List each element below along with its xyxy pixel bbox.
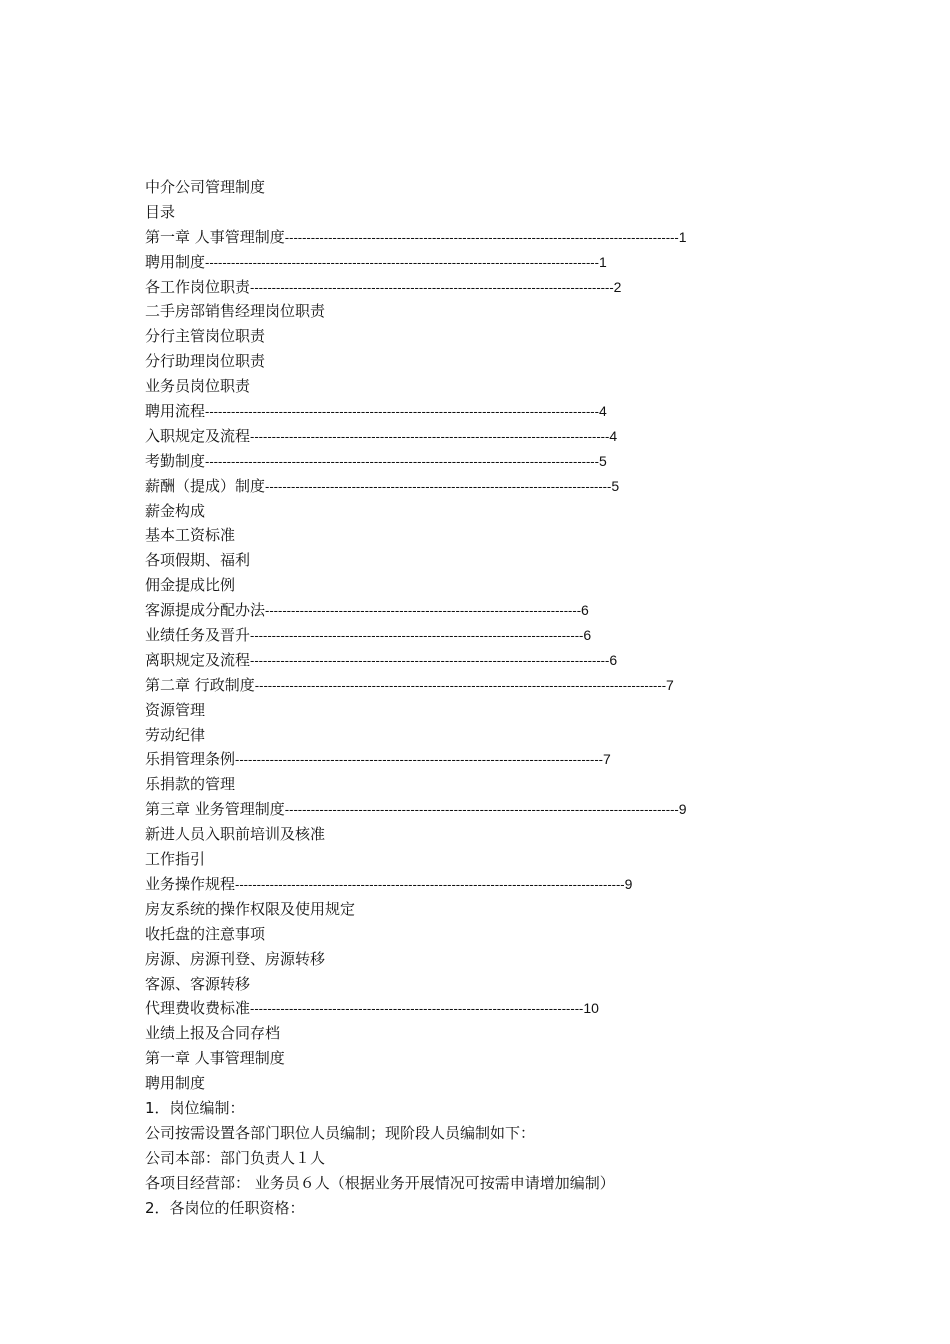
text-line: 1．岗位编制： bbox=[145, 1098, 245, 1117]
toc-entry bbox=[145, 399, 825, 424]
toc-leader: ------------------------------------------------------------------------------------------- bbox=[284, 802, 679, 818]
text-line: 新进人员入职前培训及核准 bbox=[145, 825, 326, 844]
toc-leader: ------------------------------------------------------------------------------------- bbox=[235, 752, 603, 768]
text-line: 工作指引 bbox=[145, 850, 206, 869]
toc-entry-title: 聘用流程 bbox=[145, 402, 206, 421]
toc-leader: ------------------------------------------------------------------------------------ bbox=[250, 279, 614, 295]
toc-entry-title: 代理费收费标准 bbox=[145, 999, 251, 1018]
text-line: 分行助理岗位职责 bbox=[145, 352, 266, 371]
toc-entry bbox=[145, 424, 825, 449]
toc-entry bbox=[145, 673, 825, 698]
toc-entry-title: 第一章 人事管理制度 bbox=[145, 227, 285, 246]
toc-leader: ----------------------------------------------------------------------------------- bbox=[250, 652, 610, 668]
document-body bbox=[145, 175, 825, 1220]
text-line: 佣金提成比例 bbox=[145, 576, 236, 595]
toc-entry bbox=[145, 250, 825, 275]
text-line: 基本工资标准 bbox=[145, 526, 236, 545]
toc-page-number: 1 bbox=[598, 253, 607, 270]
toc-entry bbox=[145, 996, 825, 1021]
toc-page-number: 2 bbox=[613, 278, 622, 295]
text-line: 分行主管岗位职责 bbox=[145, 327, 266, 346]
toc-entry-title: 考勤制度 bbox=[145, 451, 206, 470]
text-line: 业务员岗位职责 bbox=[145, 377, 251, 396]
toc-entry bbox=[145, 275, 825, 300]
toc-entry bbox=[145, 623, 825, 648]
toc-entry bbox=[145, 449, 825, 474]
text-line: 目录 bbox=[145, 202, 176, 221]
toc-page-number: 9 bbox=[678, 801, 687, 818]
toc-entry-title: 各工作岗位职责 bbox=[145, 277, 251, 296]
toc-page-number: 1 bbox=[678, 228, 687, 245]
text-line: 乐捐款的管理 bbox=[145, 775, 236, 794]
toc-page-number: 6 bbox=[581, 602, 589, 619]
text-line: 房友系统的操作权限及使用规定 bbox=[145, 899, 356, 918]
toc-page-number: 6 bbox=[609, 651, 618, 668]
toc-leader: ----------------------------------------------------------------------------------- bbox=[250, 428, 610, 444]
toc-leader: ----------------------------------------------------------------------------- bbox=[250, 1001, 584, 1017]
toc-entry bbox=[145, 797, 825, 822]
text-line: 收托盘的注意事项 bbox=[145, 924, 266, 943]
text-line: 劳动纪律 bbox=[145, 725, 206, 744]
toc-entry-title: 离职规定及流程 bbox=[145, 650, 251, 669]
toc-leader: ------------------------------------------------------------------------------------------- bbox=[205, 404, 599, 420]
text-line: 客源、客源转移 bbox=[145, 974, 251, 993]
toc-leader: -------------------------------------------------------------------------------- bbox=[265, 478, 612, 494]
toc-leader: ------------------------------------------------------------------------------------------ bbox=[235, 876, 625, 892]
toc-page-number: 5 bbox=[611, 477, 620, 494]
toc-entry bbox=[145, 648, 825, 673]
toc-leader: ------------------------------------------------------------------------------------------- bbox=[284, 229, 679, 245]
toc-entry-title: 客源提成分配办法 bbox=[145, 601, 266, 620]
text-line: 薪金构成 bbox=[145, 501, 206, 520]
toc-leader: ----------------------------------------------------------------------------- bbox=[250, 628, 584, 644]
toc-entry-title: 第三章 业务管理制度 bbox=[145, 800, 285, 819]
toc-page-number: 9 bbox=[624, 875, 633, 892]
toc-entry bbox=[145, 747, 825, 772]
toc-page-number: 5 bbox=[598, 452, 607, 469]
text-line: 2．各岗位的任职资格： bbox=[145, 1198, 305, 1217]
toc-page-number: 4 bbox=[598, 403, 607, 420]
toc-page-number: 7 bbox=[666, 676, 674, 693]
toc-entry bbox=[145, 598, 825, 623]
toc-entry bbox=[145, 872, 825, 897]
toc-entry-title: 业绩任务及晋升 bbox=[145, 626, 251, 645]
toc-leader: ------------------------------------------------------------------------------------------- bbox=[205, 453, 599, 469]
text-line: 资源管理 bbox=[145, 700, 206, 719]
text-line: 聘用制度 bbox=[145, 1074, 206, 1093]
text-line: 各项目经营部： 业务员６人（根据业务开展情况可按需申请增加编制） bbox=[145, 1173, 615, 1192]
toc-leader: ----------------------------------------------------------------------------------------------- bbox=[254, 677, 667, 693]
document-title: 中介公司管理制度 bbox=[145, 178, 266, 196]
toc-entry-title: 薪酬（提成）制度 bbox=[145, 476, 266, 495]
toc-page-number: 7 bbox=[603, 751, 611, 768]
text-line: 业绩上报及合同存档 bbox=[145, 1024, 281, 1043]
text-line: 房源、房源刊登、房源转移 bbox=[145, 949, 326, 968]
toc-page-number: 6 bbox=[583, 627, 592, 644]
toc-page-number: 4 bbox=[609, 427, 618, 444]
toc-leader: ------------------------------------------------------------------------------------------- bbox=[205, 254, 599, 270]
toc-entry-title: 乐捐管理条例 bbox=[145, 750, 236, 769]
toc-entry bbox=[145, 474, 825, 499]
text-line: 公司本部：部门负责人１人 bbox=[145, 1148, 326, 1167]
toc-entry-title: 聘用制度 bbox=[145, 252, 206, 271]
toc-entry-title: 业务操作规程 bbox=[145, 874, 236, 893]
toc-page-number: 10 bbox=[583, 1000, 599, 1017]
toc-entry-title: 入职规定及流程 bbox=[145, 426, 251, 445]
text-line: 各项假期、福利 bbox=[145, 551, 251, 570]
text-line: 二手房部销售经理岗位职责 bbox=[145, 302, 326, 321]
text-line: 公司按需设置各部门职位人员编制；现阶段人员编制如下： bbox=[145, 1123, 536, 1142]
text-line: 第一章 人事管理制度 bbox=[145, 1049, 285, 1068]
toc-leader: ------------------------------------------------------------------------- bbox=[265, 603, 582, 619]
toc-entry-title: 第二章 行政制度 bbox=[145, 675, 255, 694]
toc-entry bbox=[145, 225, 825, 250]
